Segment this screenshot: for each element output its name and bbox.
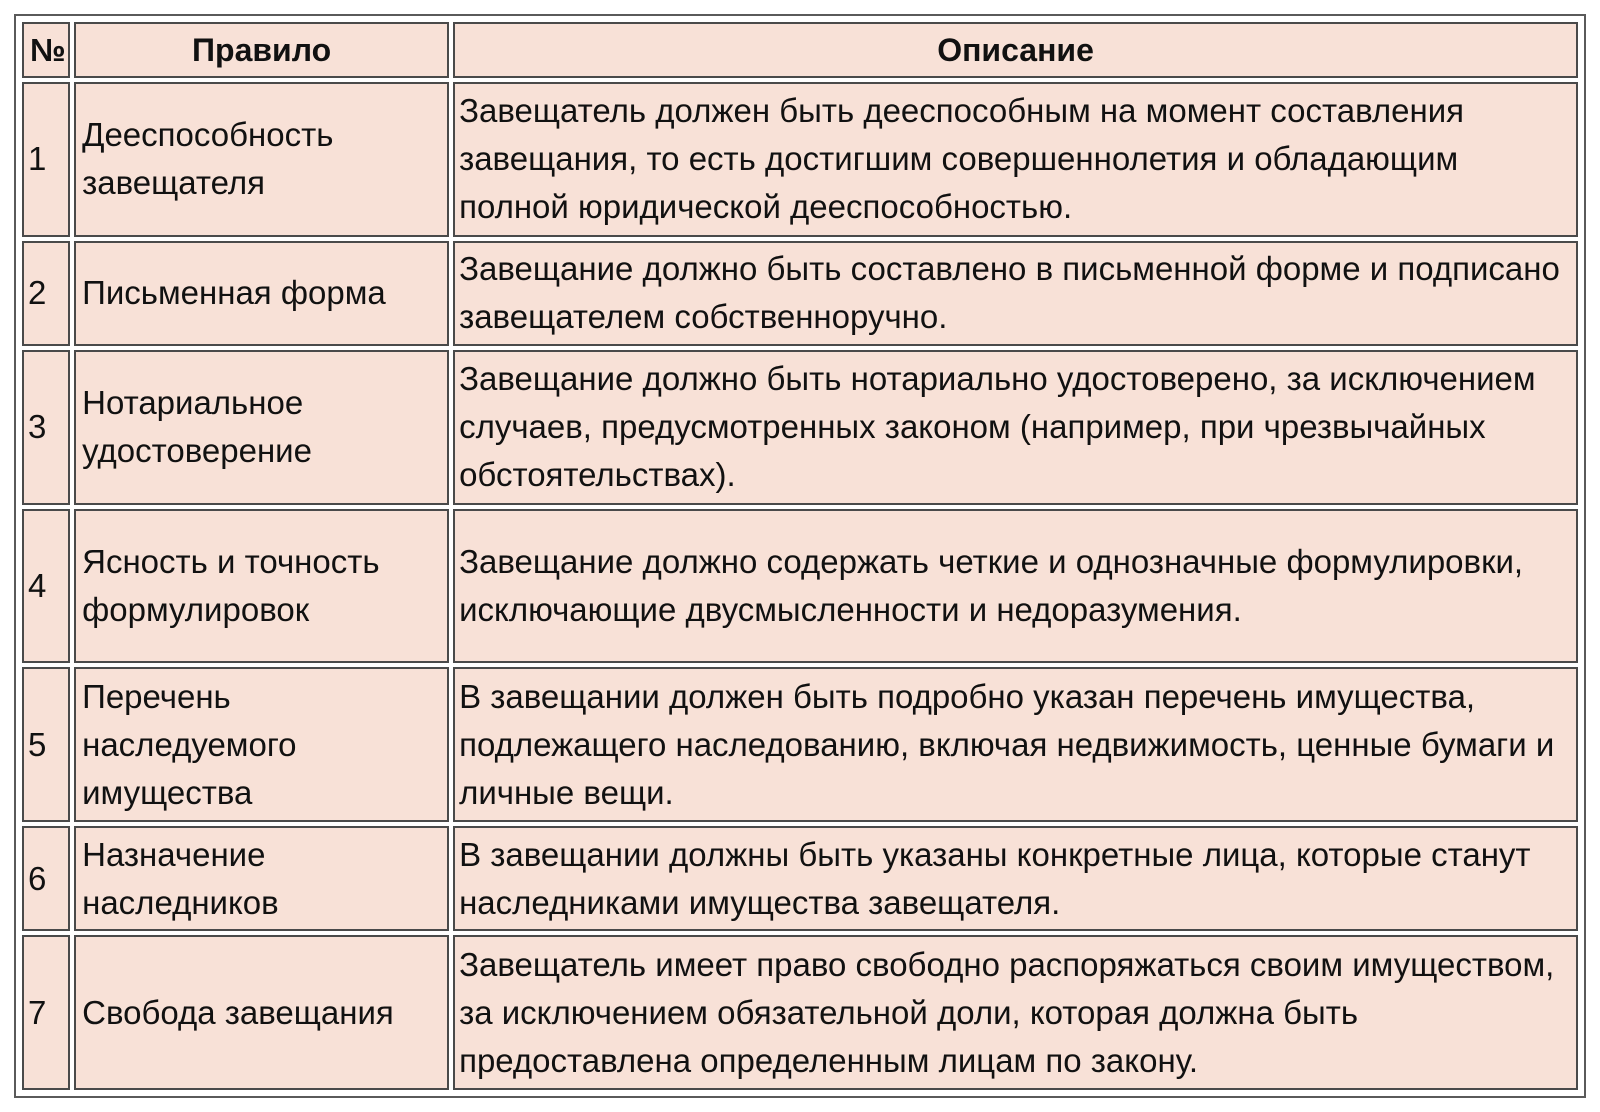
row-number: 6 (22, 826, 70, 931)
row-number: 4 (22, 509, 70, 664)
row-description: Завещание должно содержать четкие и однозначные формулировки, исключающие двусмысленности и недоразумения. (453, 509, 1578, 664)
row-description: Завещатель должен быть дееспособным на момент составления завещания, то есть достигшим совершеннолетия и обладающим полной юридической дееспособностью. (453, 82, 1578, 237)
header-row (22, 22, 1578, 78)
rules-table-frame (14, 14, 1586, 1098)
row-description: Завещатель имеет право свободно распоряжаться своим имуществом, за исключением обязательной доли, которая должна быть предоставлена определенным лицам по закону. (453, 935, 1578, 1090)
row-description: В завещании должны быть указаны конкретные лица, которые станут наследниками имущества завещателя. (453, 826, 1578, 931)
table-row (22, 82, 1578, 237)
row-rule: Перечень наследуемого имущества (74, 667, 449, 822)
row-rule: Дееспособность завещателя (74, 82, 449, 237)
row-number: 7 (22, 935, 70, 1090)
table-row (22, 350, 1578, 505)
header-number: № (22, 22, 70, 78)
row-rule: Свобода завещания (74, 935, 449, 1090)
table-row (22, 667, 1578, 822)
row-number: 2 (22, 241, 70, 346)
table-row (22, 826, 1578, 931)
row-rule: Назначение наследников (74, 826, 449, 931)
header-description: Описание (453, 22, 1578, 78)
row-rule: Письменная форма (74, 241, 449, 346)
table-row (22, 935, 1578, 1090)
row-description: Завещание должно быть нотариально удостоверено, за исключением случаев, предусмотренных законом (например, при чрезвычайных обстоятельствах). (453, 350, 1578, 505)
rules-table (18, 18, 1582, 1094)
table-row (22, 509, 1578, 664)
row-number: 5 (22, 667, 70, 822)
row-number: 3 (22, 350, 70, 505)
row-rule: Нотариальное удостоверение (74, 350, 449, 505)
table-row (22, 241, 1578, 346)
row-number: 1 (22, 82, 70, 237)
row-description: В завещании должен быть подробно указан перечень имущества, подлежащего наследованию, включая недвижимость, ценные бумаги и личные вещи. (453, 667, 1578, 822)
row-description: Завещание должно быть составлено в письменной форме и подписано завещателем собственноручно. (453, 241, 1578, 346)
row-rule: Ясность и точность формулировок (74, 509, 449, 664)
header-rule: Правило (74, 22, 449, 78)
